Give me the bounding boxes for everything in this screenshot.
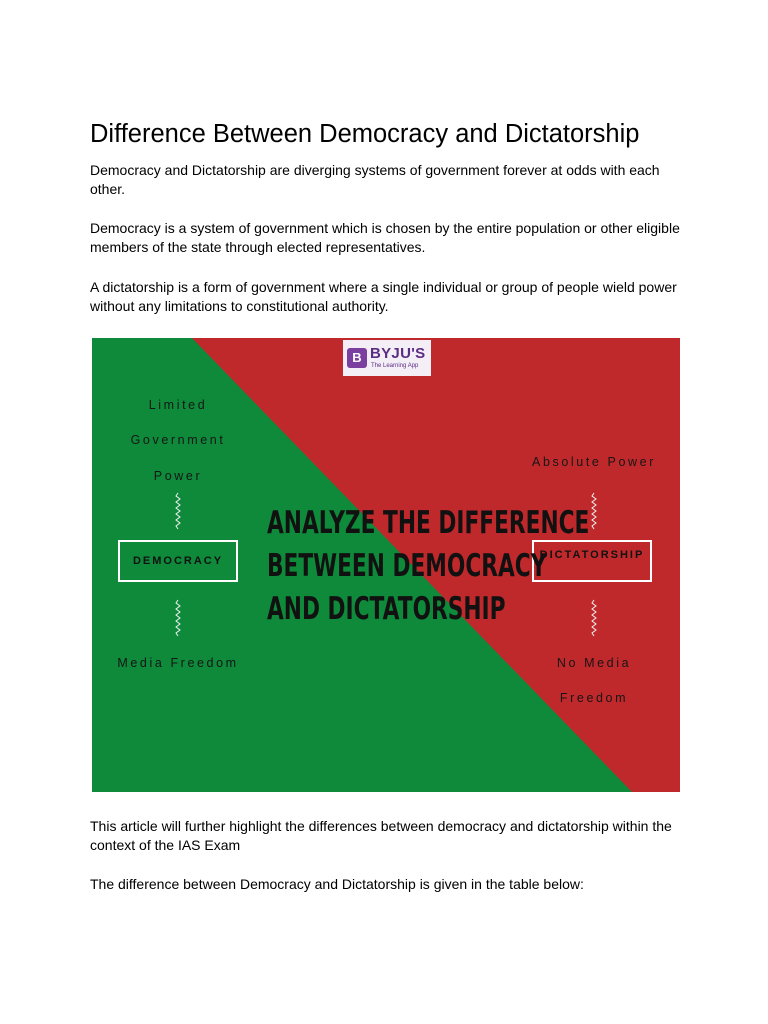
left-top-line-1: Limited bbox=[148, 398, 208, 412]
comparison-infographic bbox=[92, 338, 680, 792]
table-intro-paragraph: The difference between Democracy and Dictatorship is given in the table below: bbox=[90, 876, 584, 892]
right-bottom-line-2: Freedom bbox=[559, 691, 629, 705]
byjus-logo bbox=[343, 340, 431, 376]
byjus-logo-tagline: The Learning App bbox=[371, 363, 419, 369]
byjus-logo-name: BYJU'S bbox=[370, 345, 426, 362]
headline-line-2: BETWEEN DEMOCRACY bbox=[267, 548, 547, 584]
right-top-line-1: Absolute Power bbox=[532, 455, 656, 469]
page-title: Difference Between Democracy and Dictatorship bbox=[90, 120, 640, 148]
dictatorship-label-box: DICTATORSHIP bbox=[532, 540, 652, 582]
article-scope-paragraph: This article will further highlight the differences between democracy and dictatorship within the context of the IAS Exam bbox=[90, 818, 672, 853]
headline-line-1: ANALYZE THE DIFFERENCE bbox=[267, 505, 590, 541]
right-bottom-line-1: No Media bbox=[556, 656, 632, 670]
left-bottom-line-1: Media Freedom bbox=[117, 656, 239, 670]
intro-paragraph: Democracy and Dictatorship are diverging systems of government forever at odds with each other. bbox=[90, 162, 660, 197]
left-top-line-3: Power bbox=[153, 469, 203, 483]
headline-line-3: AND DICTATORSHIP bbox=[267, 591, 506, 627]
infographic-headline bbox=[267, 502, 590, 631]
democracy-label-box: DEMOCRACY bbox=[118, 540, 238, 582]
dictatorship-definition-paragraph: A dictatorship is a form of government where a single individual or group of people wield power without any limitations to constitutional authority. bbox=[90, 279, 677, 314]
democracy-definition-paragraph: Democracy is a system of government which is chosen by the entire population or other eligible members of the state through elected representatives. bbox=[90, 220, 680, 255]
byjus-logo-mark: B bbox=[347, 348, 367, 368]
left-top-line-2: Government bbox=[130, 433, 226, 447]
